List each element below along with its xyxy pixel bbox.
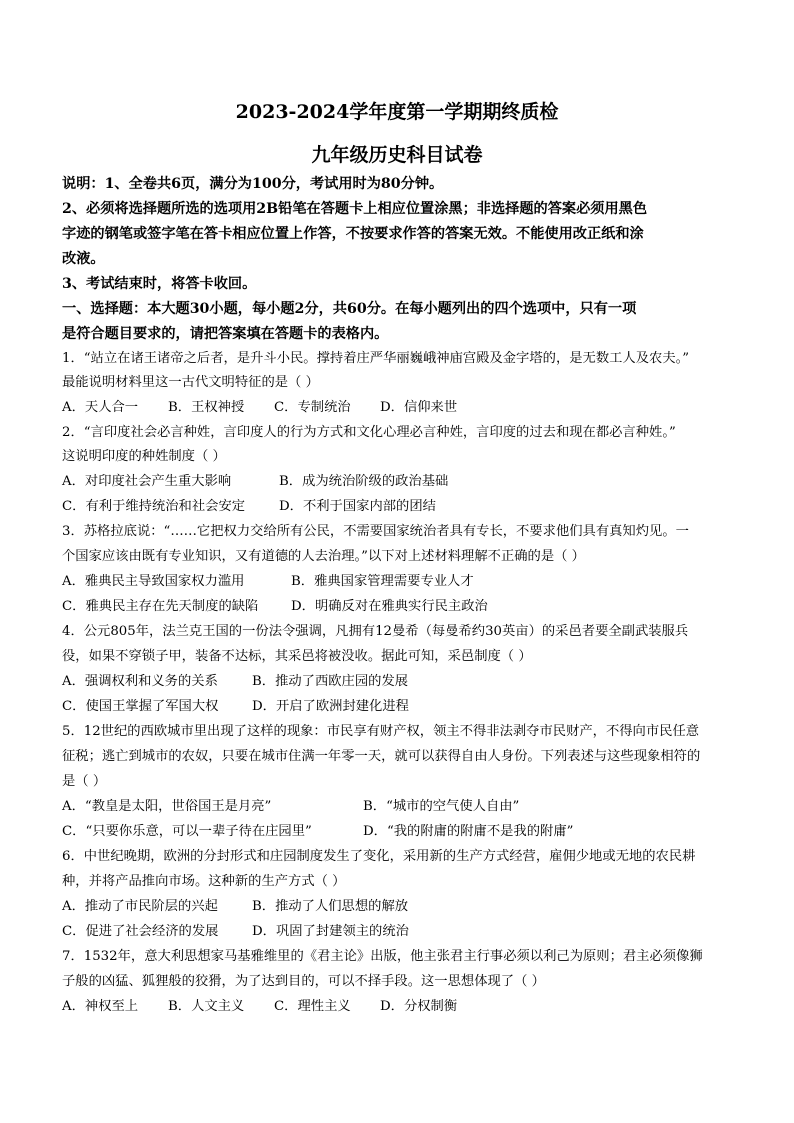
option-a: A．推动了市民阶层的兴起: [62, 899, 218, 914]
question-1-options: [62, 400, 486, 416]
option-c: C．雅典民主存在先天制度的缺陷: [62, 599, 259, 614]
option-c: C．有利于维持统治和社会安定: [62, 499, 246, 514]
question-5-options: [62, 824, 573, 840]
question-6-text: 种，并将产品推向市场。这种新的生产方式（ ）: [62, 874, 346, 889]
question-4-text: 4．公元805年，法兰克王国的一份法令强调，凡拥有12曼希（每曼希约30英亩）的采邑者要全副武装服兵: [62, 624, 689, 639]
option-a: A．强调权利和义务的关系: [62, 674, 218, 689]
option-d: D．巩固了封建领主的统治: [252, 924, 409, 939]
question-6-options: [62, 924, 409, 940]
option-a: A．“教皇是太阳，世俗国王是月亮”: [62, 799, 272, 814]
question-3-text: 个国家应该由既有专业知识，又有道德的人去治理。”以下对上述材料理解不正确的是（ ）: [62, 549, 585, 564]
question-6-options: [62, 899, 408, 915]
option-b: B．雅典国家管理需要专业人才: [291, 574, 474, 589]
option-c: C．使国王掌握了军国大权: [62, 699, 219, 714]
option-b: B．王权神授: [168, 400, 245, 415]
exam-subtitle: 九年级历史科目试卷: [311, 144, 483, 166]
question-5-text: 是（ ）: [62, 774, 107, 789]
instruction-line: 字迹的钢笔或签字笔在答卡相应位置上作答，不按要求作答的答案无效。不能使用改正纸和涂: [62, 226, 644, 242]
option-d: D．明确反对在雅典实行民主政治: [291, 599, 488, 614]
option-b: B．推动了西欧庄园的发展: [252, 674, 409, 689]
question-2-text: 这说明印度的种姓制度（ ）: [62, 449, 226, 464]
question-2-options: [62, 474, 448, 490]
question-5-text: 征税；逃亡到城市的农奴，只要在城市住满一年零一天，就可以获得自由人身份。下列表述与这些现象相符的: [62, 749, 701, 764]
question-5-options: [62, 799, 519, 815]
option-d: D．不利于国家内部的团结: [279, 499, 436, 514]
section-heading: 是符合题目要求的，请把答案填在答题卡的表格内。: [62, 326, 389, 342]
option-b: B．人文主义: [168, 999, 245, 1014]
question-7-text: 子般的凶猛、狐狸般的狡猾，为了达到目的，可以不择手段。这一思想体现了（ ）: [62, 974, 545, 989]
question-2-text: 2．“言印度社会必言种姓，言印度人的行为方式和文化心理必言种姓，言印度的过去和现在都必言种姓。”: [62, 425, 676, 440]
instruction-line: 3、考试结束时，将答卡收回。: [62, 276, 257, 292]
option-a: A．神权至上: [62, 999, 139, 1014]
option-c: C．促进了社会经济的发展: [62, 924, 219, 939]
instruction-line: 说明：1、全卷共6页，满分为100分，考试用时为80分钟。: [62, 176, 444, 192]
question-5-text: 5．12世纪的西欧城市里出现了这样的现象：市民享有财产权，领主不得非法剥夺市民财产，不得向市民任意: [62, 724, 700, 739]
question-6-text: 6．中世纪晚期，欧洲的分封形式和庄园制度发生了变化，采用新的生产方式经营，雇佣少地或无地的农民耕: [62, 849, 696, 864]
option-b: B．“城市的空气使人自由”: [363, 799, 520, 814]
question-7-text: 7．1532年，意大利思想家马基雅维里的《君主论》出版，他主张君主行事必须以利己为原则；君主必须像狮: [62, 949, 703, 964]
option-c: C．专制统治: [274, 400, 351, 415]
option-a: A．天人合一: [62, 400, 139, 415]
option-b: B．成为统治阶级的政治基础: [279, 474, 449, 489]
question-7-options: [62, 999, 486, 1015]
option-d: D．信仰来世: [380, 400, 458, 415]
option-d: D．分权制衡: [380, 999, 458, 1014]
question-3-options: [62, 574, 474, 590]
option-a: A．对印度社会产生重大影响: [62, 474, 232, 489]
question-4-text: 役，如果不穿锁子甲，装备不达标，其采邑将被没收。据此可知，采邑制度（ ）: [62, 649, 532, 664]
question-4-options: [62, 674, 408, 690]
option-d: D．“我的附庸的附庸不是我的附庸”: [363, 824, 574, 839]
option-d: D．开启了欧洲封建化进程: [252, 699, 409, 714]
option-a: A．雅典民主导致国家权力滥用: [62, 574, 245, 589]
question-1-text: 1．“站立在诸王诸帝之后者，是升斗小民。撑持着庄严华丽巍峨神庙宫殿及金字塔的，是无数工人及农夫。”: [62, 351, 690, 366]
instruction-line: 2、必须将选择题所选的选项用2B铅笔在答题卡上相应位置涂黑；非选择题的答案必须用黑色: [62, 201, 648, 217]
question-2-options: [62, 499, 436, 515]
question-4-options: [62, 699, 409, 715]
section-heading: 一、选择题：本大题30小题，每小题2分，共60分。在每小题列出的四个选项中，只有一项: [62, 301, 637, 317]
question-3-options: [62, 599, 488, 615]
question-3-text: 3．苏格拉底说：“……它把权力交给所有公民，不需要国家统治者具有专长，不要求他们具有真知灼见。一: [62, 524, 689, 539]
question-1-text: 最能说明材料里这一古代文明特征的是（ ）: [62, 375, 319, 390]
instruction-line: 改液。: [62, 251, 105, 267]
option-c: C．理性主义: [274, 999, 351, 1014]
option-c: C．“只要你乐意，可以一辈子待在庄园里”: [62, 824, 312, 839]
option-b: B．推动了人们思想的解放: [252, 899, 409, 914]
exam-title: 2023-2024学年度第一学期期终质检: [235, 101, 559, 123]
